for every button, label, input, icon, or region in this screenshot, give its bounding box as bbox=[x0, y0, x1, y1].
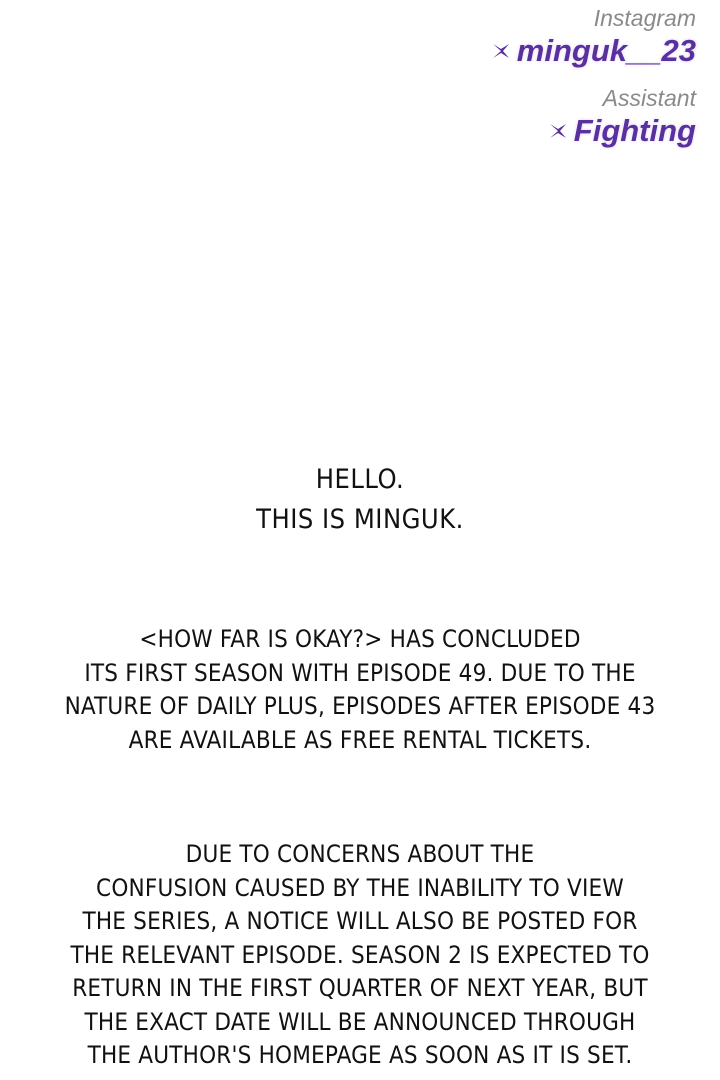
instagram-handle-text: minguk__23 bbox=[516, 33, 696, 68]
notice-line: DUE TO CONCERNS ABOUT THE bbox=[185, 840, 535, 868]
notice-line: ITS FIRST SEASON WITH EPISODE 49. DUE TO THE bbox=[84, 658, 636, 687]
sparkle-icon bbox=[548, 121, 568, 141]
assistant-name bbox=[491, 112, 696, 150]
greeting-line: HELLO. bbox=[315, 464, 405, 495]
notice-line: THE AUTHOR'S HOMEPAGE AS SOON AS IT IS SET. bbox=[87, 1041, 633, 1069]
assistant-name-text: Fighting bbox=[573, 113, 696, 148]
notice-line: <HOW FAR IS OKAY?> HAS CONCLUDED bbox=[139, 625, 581, 653]
instagram-handle bbox=[491, 32, 696, 70]
credits-block bbox=[491, 4, 696, 164]
assistant-label: Assistant bbox=[602, 85, 696, 111]
greeting-line: THIS IS MINGUK. bbox=[256, 504, 464, 535]
notice-line: THE EXACT DATE WILL BE ANNOUNCED THROUGH bbox=[84, 1007, 636, 1036]
notice-line: THE SERIES, A NOTICE WILL ALSO BE POSTED FOR bbox=[82, 907, 638, 935]
season-two-notice bbox=[0, 838, 720, 1073]
season-end-notice bbox=[0, 623, 720, 757]
greeting bbox=[0, 460, 720, 540]
instagram-label: Instagram bbox=[593, 5, 696, 31]
notice-line: THE RELEVANT EPISODE. SEASON 2 IS EXPECTED TO bbox=[70, 940, 650, 969]
sparkle-icon bbox=[491, 41, 511, 61]
notice-line: ARE AVAILABLE AS FREE RENTAL TICKETS. bbox=[128, 725, 592, 754]
notice-line: RETURN IN THE FIRST QUARTER OF NEXT YEAR, BUT bbox=[72, 974, 648, 1002]
notice-line: NATURE OF DAILY PLUS, EPISODES AFTER EPISODE 43 bbox=[64, 692, 656, 720]
notice-line: CONFUSION CAUSED BY THE INABILITY TO VIEW bbox=[96, 873, 624, 902]
